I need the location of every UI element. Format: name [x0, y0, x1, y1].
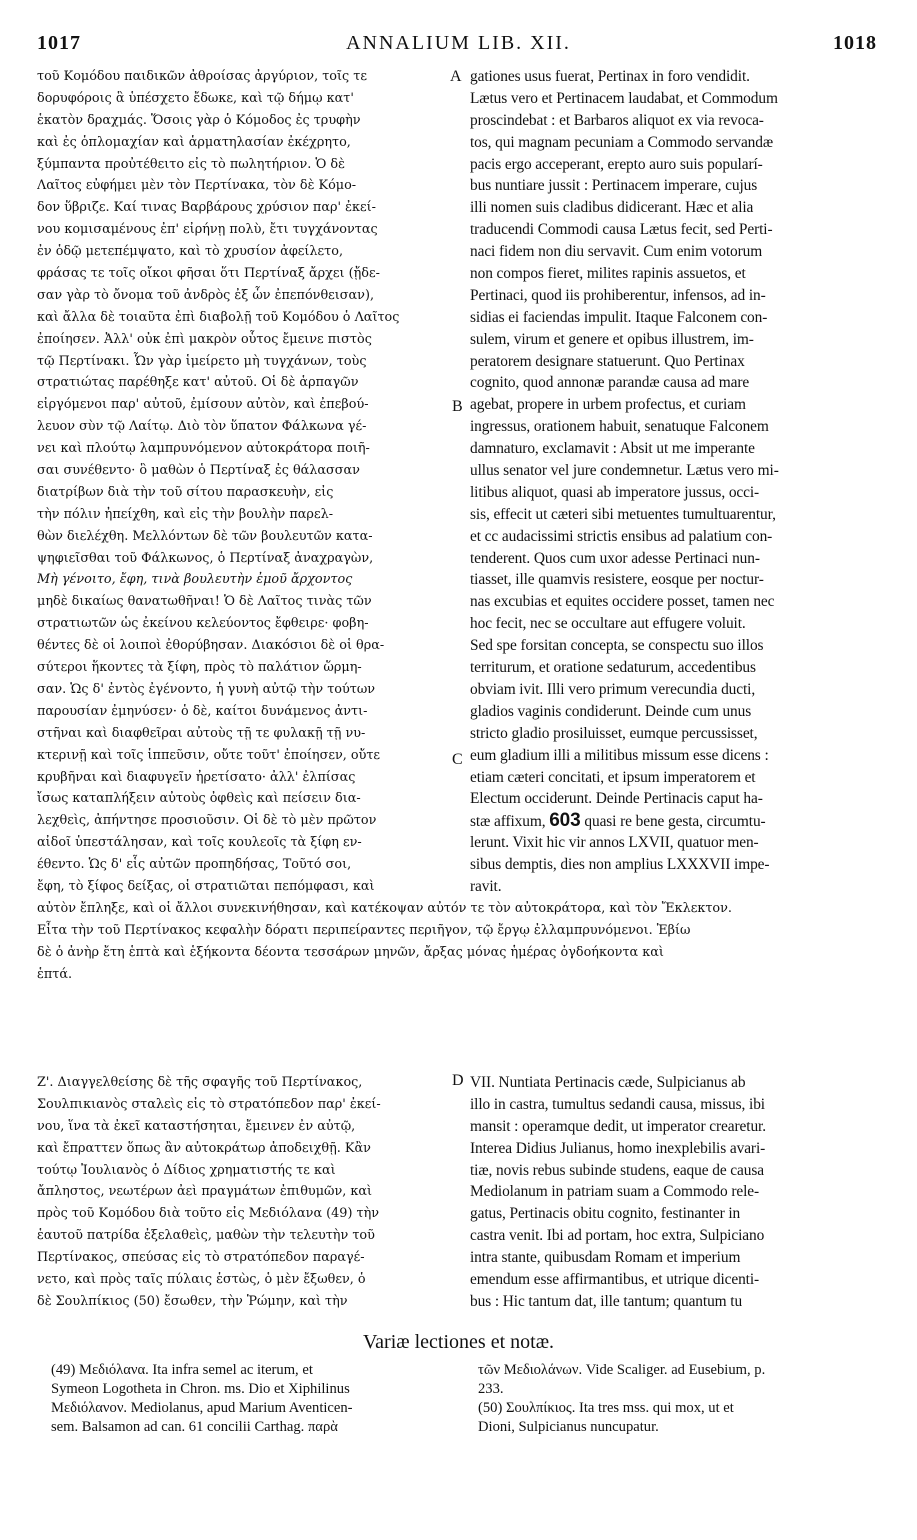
- section-marker-c: C: [452, 751, 463, 768]
- latin-line: gladios vaginis condiderunt. Deinde cum unus: [470, 702, 752, 720]
- greek-line: έθεντο. Ὡς δ' εἷς αὐτῶν προπηδήσας, Τοῦτό σοι,: [37, 857, 352, 873]
- greek-line: δορυφόροις ἃ ὑπέσχετο ἔδωκε, καὶ τῷ δήμῳ κατ': [37, 90, 354, 106]
- greek-line: ἑπτά.: [37, 966, 73, 982]
- greek-line: ἐν ὁδῷ μετεπέμψατο, καὶ τὸ χρυσίον ἀφείλετο,: [37, 244, 344, 260]
- notes-right-column: [478, 1361, 882, 1437]
- latin-line: bus nuntiare jussit : Pertinacem imperare, cujus: [470, 177, 758, 195]
- greek-line: ἔφη, τὸ ξίφος δείξας, οἱ στρατιῶται πεπόμφασι, καὶ: [37, 878, 375, 894]
- section-marker-b: B: [452, 398, 463, 415]
- latin-line: tenderent. Quos cum uxor adesse Pertinaci nun-: [470, 549, 760, 567]
- latin-line: damnaturo, exclamavit : Absit ut me imperante: [470, 440, 755, 458]
- greek-line: διατρίβων διὰ τὴν τοῦ σίτου παρασκευὴν, εἰς: [37, 484, 334, 500]
- greek-line: νετο, καὶ πρὸς ταῖς πύλαις ἑστὼς, ὁ μὲν ἔξωθεν, ὁ: [37, 1272, 366, 1288]
- greek-line: στῆναι καὶ διαφθεῖραι αὐτοὺς τῇ τε φυλακῇ τῇ νυ-: [37, 725, 366, 741]
- latin-line: bus : Hic tantum dat, ille tantum; quantum tu: [470, 1292, 743, 1310]
- note-line: 233.: [478, 1381, 504, 1397]
- greek-line: τῷ Περτίνακι. Ὧν γὰρ ἱμείρετο μὴ τυγχάνων, τοὺς: [37, 353, 367, 369]
- latin-line: ullus senator vel jure condemnetur. Lætus vero mi-: [470, 462, 779, 480]
- latin-line: hoc fecit, nec se occultare aut effugere voluit.: [470, 615, 746, 633]
- greek-line: δὲ ὁ ἀνὴρ ἔτη ἑπτὰ καὶ ἑξήκοντα δέοντα τεσσάρων μηνῶν, ἄρξας μόνας ἡμέρας ὀγδοήκοντα καὶ: [37, 944, 664, 960]
- running-title: ANNALIUM LIB. XII.: [346, 32, 571, 54]
- latin-line: agebat, propere in urbem profectus, et curiam: [470, 396, 746, 414]
- latin-line: litibus aliquot, quasi ab imperatore jussus, occi-: [470, 483, 760, 501]
- latin-line: illo in castra, tumultus sedandi causa, missus, ibi: [470, 1095, 765, 1113]
- latin-line: Lætus vero et Pertinacem laudabat, et Commodum: [470, 89, 778, 107]
- greek-line: παρουσίαν ἐμηνύσεν· ὁ δὲ, καίτοι δυνάμενος ἀντι-: [37, 703, 368, 719]
- greek-line: πρὸς τοῦ Κομόδου διὰ τοῦτο εἰς Μεδιόλανα (49) τὴν: [37, 1206, 380, 1222]
- greek-line: λευον σὺν τῷ Λαίτῳ. Διὸ τὸν ὕπατον Φάλκωνα γέ-: [37, 419, 367, 435]
- greek-full-width: [37, 898, 882, 986]
- latin-line: et cc audacissimi strictis ensibus ad palatium con-: [470, 527, 773, 545]
- latin-line: Mediolanum in patriam suam a Commodo rele-: [470, 1183, 760, 1201]
- note-line: τῶν Μεδιολάνων. Vide Scaliger. ad Eusebium, p.: [478, 1362, 766, 1378]
- greek-line: Λαῖτος εὐφήμει μὲν τὸν Περτίνακα, τὸν δὲ Κόμο-: [37, 178, 357, 194]
- notes-left-column: [51, 1361, 463, 1437]
- page-number-left: 1017: [37, 32, 81, 54]
- latin-line: sulem, virum et genere et opibus illustrem, im-: [470, 330, 754, 348]
- latin-line: tiæ, novis rebus subinde studens, eaque de causa: [470, 1161, 764, 1179]
- latin-line: illi nomen suis cladibus didicerant. Hæc et alia: [470, 199, 754, 217]
- latin-line: VII. Nuntiata Pertinacis cæde, Sulpicianus ab: [470, 1074, 746, 1091]
- latin-line: tiasset, ille quamvis resistere, eosque per noctur-: [470, 571, 764, 589]
- latin-line: gatus, Pertinacis obitu cognito, festinanter in: [470, 1205, 741, 1223]
- greek-line: δὲ Σουλπίκιος (50) ἔσωθεν, τὴν Ῥώμην, καὶ τὴν: [37, 1293, 348, 1309]
- greek-line: νου, ἵνα τὰ ἐκεῖ καταστήσηται, ἔμεινεν ἐν αὐτῷ,: [37, 1118, 356, 1134]
- latin-line: proscindebat : et Barbaros aliquot ex via revoca-: [470, 111, 764, 129]
- greek-line: ἑκατὸν δραχμάς. Ὅσοις γὰρ ὁ Κόμοδος ἐς τρυφὴν: [37, 112, 361, 128]
- greek-line: καὶ ἐς ὁπλομαχίαν καὶ ἁρματηλασίαν ἐκέχρητο,: [37, 134, 351, 150]
- note-line: Dioni, Sulpicianus nuncupatur.: [478, 1419, 659, 1435]
- notes-heading: Variæ lectiones et notæ.: [362, 1331, 555, 1353]
- greek-line: δον ὕβριζε. Καί τινας Βαρβάρους χρύσιον παρ' ἐκεί-: [37, 200, 376, 216]
- latin-line: sibus demptis, dies non amplius LXXXVII impe-: [470, 856, 770, 874]
- greek-line: ἴσως καταπλήξειν αὐτοὺς ὀφθεὶς καὶ πείσειν δια-: [37, 791, 361, 807]
- greek-line: μηδὲ δικαίως θανατωθῆναι! Ὁ δὲ Λαῖτος τινὰς τῶν: [37, 594, 372, 610]
- greek-line: σαι συνέθεντο· ὃ μαθὼν ὁ Περτίναξ ἐς θάλασσαν: [37, 463, 360, 479]
- note-line: sem. Balsamon ad can. 61 concilii Carthag. παρὰ: [51, 1419, 338, 1435]
- note-line: Μεδιόλανον. Mediolanus, apud Marium Aventicen-: [51, 1400, 353, 1416]
- latin-line-tail: quasi re bene gesta, circumtu-: [584, 813, 766, 831]
- greek-line: σαν. Ὡς δ' ἐντὸς ἐγένοντο, ἡ γυνὴ αὐτῷ τὴν τούτων: [37, 681, 376, 697]
- greek-line: καὶ ἄλλα δὲ τοιαῦτα ἐπὶ διαβολῇ τοῦ Κομόδου ὁ Λαῖτος: [37, 309, 400, 325]
- greek-line: εἰργόμενοι παρ' αὐτοῦ, ἐμίσουν αὐτὸν, καὶ ἐπεβού-: [37, 397, 369, 413]
- greek-line: ἐποίησεν. Ἀλλ' οὐκ ἐπὶ μακρὸν οὗτος ἔμεινε πιστὸς: [37, 331, 372, 347]
- latin-line: territurum, et oratione sedaturum, accedentibus: [470, 659, 756, 677]
- greek-line: κτερινῇ καὶ τοῖς ἱππεῦσιν, οὔτε τοῦτ' ἐποίησεν, οὔτε: [37, 747, 381, 763]
- latin-line: ravit.: [470, 877, 502, 895]
- note-line: (49) Μεδιόλανα. Ita infra semel ac iterum, et: [51, 1362, 313, 1378]
- latin-line: emendum esse affirmantibus, et utrique dicenti-: [470, 1271, 760, 1289]
- greek-line: κρυβῆναι καὶ διαφυγεῖν ἠρετίσατο· ἀλλ' ἐλπίσας: [37, 769, 356, 785]
- page-header: [0, 32, 917, 62]
- latin-line: traducendi Commodi causa Lætus fecit, sed Perti-: [470, 221, 773, 239]
- latin-line: stricto gladio prosiluisset, eumque percussisset,: [470, 724, 758, 742]
- greek-line: Ζ'. Διαγγελθείσης δὲ τῆς σφαγῆς τοῦ Περτίνακος,: [37, 1075, 363, 1090]
- latin-line: non compos fieret, milites rapinis assuetos, et: [470, 265, 746, 283]
- page-number-603: 603: [549, 810, 581, 832]
- latin-line: pacis ergo acceperant, erepto auro suis popularí-: [470, 155, 763, 173]
- greek-line: θέντες δὲ οἱ λοιποὶ ἐθορύβησαν. Διακόσιοι δὲ οἱ θρα-: [37, 638, 385, 654]
- greek-line: αὐτὸν ἔπληξε, καὶ οἱ ἄλλοι συνεκινήθησαν, καὶ κατέκοψαν αὐτόν τε τὸν αὐτοκράτορα, καὶ τὸν Ἔκλεκτον.: [37, 901, 732, 916]
- latin-line: nas excubias et equites occidere posset, tamen nec: [470, 593, 775, 611]
- greek-line: τὴν πόλιν ἠπείχθη, καὶ εἰς τὴν βουλὴν παρελ-: [37, 506, 334, 522]
- greek-line: τούτῳ Ἰουλιανὸς ὁ Δίδιος χρηματιστής τε καὶ: [37, 1162, 336, 1178]
- page-number-right: 1018: [833, 32, 877, 54]
- latin-line: [470, 810, 882, 832]
- greek-line: Μὴ γένοιτο, ἔφη, τινὰ βουλευτὴν ἐμοῦ ἄρχοντος: [37, 572, 353, 588]
- latin-line: cognito, quod annonæ parandæ causa ad mare: [470, 374, 750, 392]
- greek-line: στρατιώτας παρέθηξε κατ' αὐτοῦ. Οἱ δὲ ἁρπαγῶν: [37, 375, 359, 391]
- greek-line: ἑαυτοῦ πατρίδα ἐξελαθεὶς, μαθὼν τὴν τελευτὴν τοῦ: [37, 1228, 375, 1244]
- latin-line: Sed spe forsitan concepta, se conspectu suo illos: [470, 637, 764, 655]
- greek-column-top: [37, 66, 462, 898]
- greek-line: Περτίνακος, σπεύσας εἰς τὸ στρατόπεδον παραγέ-: [37, 1250, 365, 1266]
- greek-line: σαν γὰρ τὸ ὄνομα τοῦ ἀνδρὸς ἐξ ὧν ἐπεπόνθεισαν),: [37, 287, 375, 303]
- latin-line: gationes usus fuerat, Pertinax in foro vendidit.: [470, 68, 750, 85]
- greek-line: φράσας τε τοῖς οἴκοι φῆσαι ὅτι Περτίναξ ἄρχει (ᾔδε-: [37, 266, 380, 282]
- latin-column-bottom: [470, 1072, 882, 1313]
- latin-line: sis, effecit ut cæteri sibi metuentes tumultuarentur,: [470, 505, 776, 523]
- greek-line: νου κομισαμένους ἐπ' εἰρήνῃ πολὺ, ἔτι τυγχάνοντας: [37, 222, 378, 238]
- section-marker-d: D: [452, 1072, 464, 1089]
- greek-line: Σουλπικιανὸς σταλεὶς εἰς τὸ στρατόπεδον παρ' ἐκεί-: [37, 1096, 381, 1112]
- greek-line: σύτεροι ἥκοντες τὰ ξίφη, πρὸς τὸ παλάτιον ὥρμη-: [37, 660, 362, 676]
- latin-line: ingressus, orationem habuit, senatuque Falconem: [470, 418, 769, 436]
- latin-line: etiam cæteri concitati, et ipsum imperatorem et: [470, 768, 756, 786]
- greek-line: ξύμπαντα προὐτέθειτο εἰς τὸ πωλητήριον. Ὁ δὲ: [37, 156, 345, 172]
- greek-line: στρατιωτῶν ὡς ἐκείνου κελεύοντος ἔφθειρε· φοβη-: [37, 616, 369, 632]
- latin-line: castra venit. Ibi ad portam, hoc extra, Sulpiciano: [470, 1227, 765, 1245]
- greek-line: ἄπληστος, νεωτέρων ἀεὶ πραγμάτων ἐπιθυμῶν, καὶ: [37, 1184, 373, 1200]
- latin-line: Interea Didius Julianus, homo inexplebilis avari-: [470, 1139, 766, 1157]
- latin-line: sidias ei faciendas impulit. Itaque Falconem con-: [470, 308, 768, 326]
- latin-line: tos, qui magnam pecuniam a Commodo servandæ: [470, 133, 774, 151]
- greek-line: νει καὶ πλούτῳ λαμπρυνόμενον αὐτοκράτορα ποιῆ-: [37, 441, 370, 457]
- latin-line: mansit : operamque dedit, ut imperator crearetur.: [470, 1117, 766, 1135]
- latin-line: Pertinaci, quod iis prohiberentur, infensos, ad in-: [470, 286, 766, 304]
- greek-line: ψηφιεῖσθαι τοῦ Φάλκωνος, ὁ Περτίναξ ἀναχραγὼν,: [37, 550, 374, 566]
- latin-line: naci fidem non diu servavit. Cum enim votorum: [470, 243, 763, 261]
- greek-line: θὼν διελέχθη. Μελλόντων δὲ τῶν βουλευτῶν κατα-: [37, 528, 373, 544]
- latin-line: obviam ivit. Illi vero primum verecundia ducti,: [470, 680, 756, 698]
- latin-line: Electum occiderunt. Deinde Pertinacis caput ha-: [470, 790, 763, 808]
- greek-column-bottom: [37, 1072, 462, 1313]
- greek-line: καὶ ἔπραττεν ὅπως ἂν αὐτοκράτωρ ἀποδειχθῇ. Κἂν: [37, 1140, 371, 1156]
- latin-column-top: [470, 66, 882, 898]
- latin-line-head: stæ affixum,: [470, 813, 546, 831]
- greek-line: Εἶτα τὴν τοῦ Περτίνακος κεφαλὴν δόρατι περιπείραντες περιῆγον, τῷ ἔργῳ ἐλλαμπρυνόμενοι. Ἐβίω: [37, 922, 691, 938]
- latin-line: lerunt. Vixit hic vir annos LXVII, quatuor men-: [470, 834, 759, 852]
- section-marker-a: A: [450, 68, 462, 85]
- note-line: Symeon Logotheta in Chron. ms. Dio et Xiphilinus: [51, 1381, 350, 1397]
- latin-line: peratorem designare statuerunt. Quo Pertinax: [470, 352, 745, 370]
- greek-line: λεχθεὶς, ἀπήντησε προσιοῦσιν. Οἱ δὲ τὸ μὲν πρῶτον: [37, 813, 377, 829]
- latin-line: intra stante, quibusdam Romam et imperium: [470, 1249, 741, 1267]
- note-line: (50) Σουλπίκιος. Ita tres mss. qui mox, ut et: [478, 1400, 734, 1416]
- greek-line: αἰδοῖ ὑπεστάλησαν, καὶ τοῖς κουλεοῖς τὰ ξίφη εν-: [37, 835, 362, 851]
- greek-line: τοῦ Κομόδου παιδικῶν ἀθροίσας ἀργύριον, τοῖς τε: [37, 69, 367, 84]
- latin-line: eum gladium illi a militibus missum esse dicens :: [470, 746, 769, 764]
